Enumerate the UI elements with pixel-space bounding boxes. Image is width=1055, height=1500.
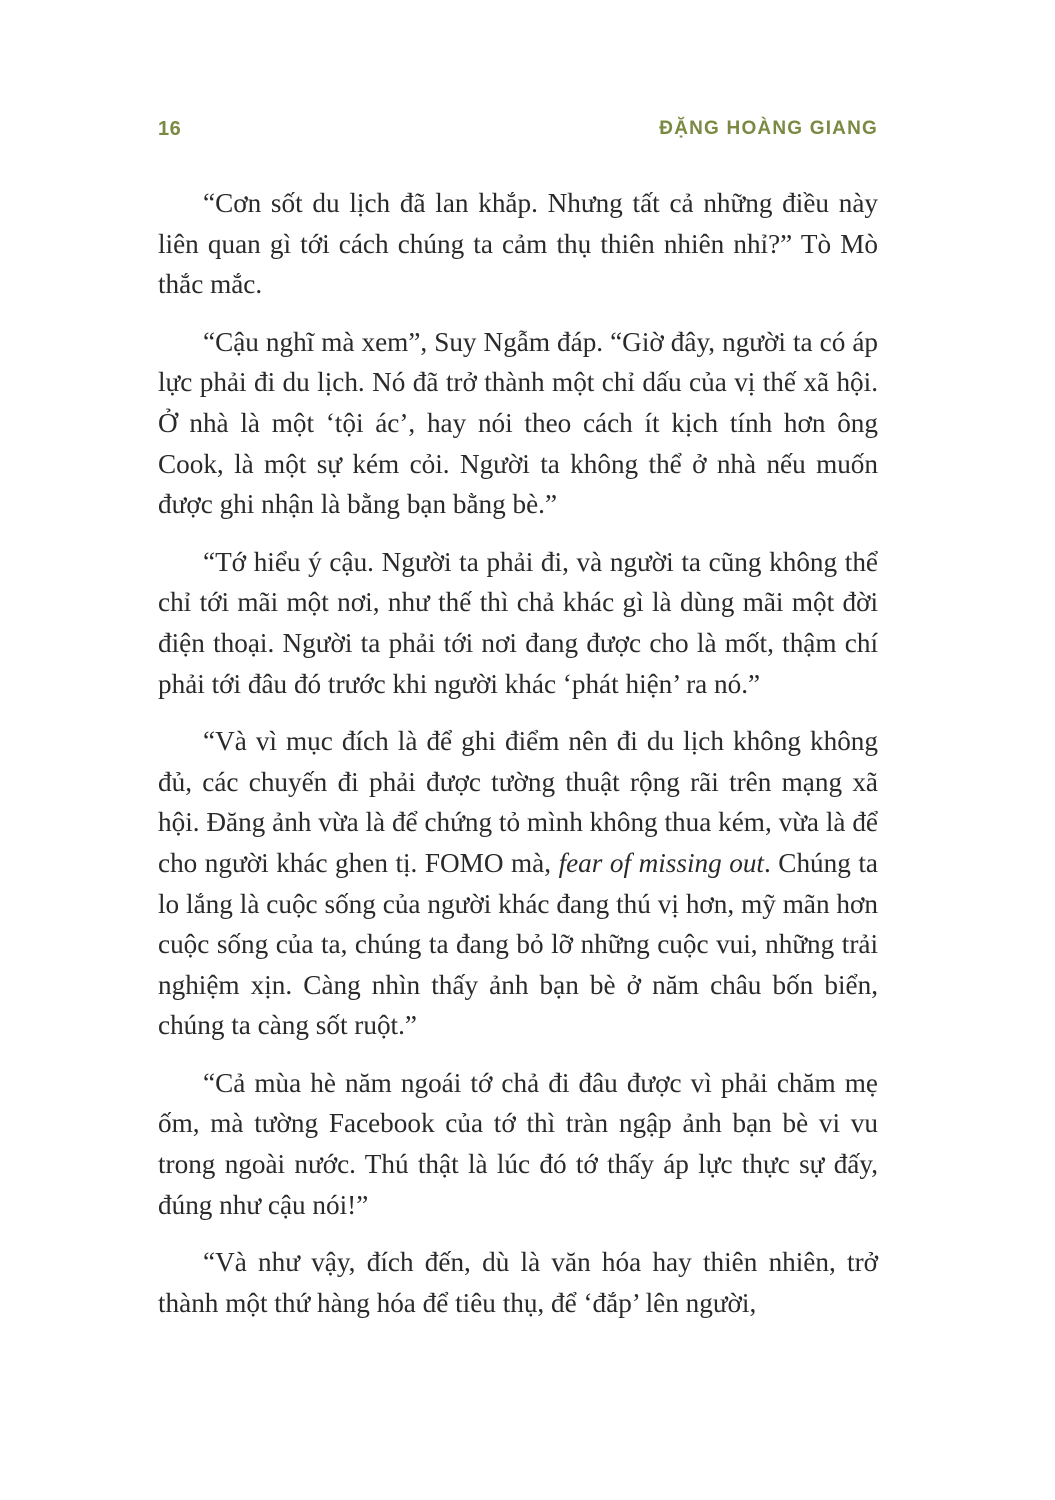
paragraph-4-text-before: “Và vì mục đích là để ghi điểm nên đi du lịch không không đủ, các chuyến đi phải được tường thuật rộng rãi trên mạng xã hội. Đăng ảnh vừa là để chứng tỏ mình không thua kém, vừa là để cho người khác ghen tị. FOMO mà, (158, 726, 878, 878)
author-running-head: ĐẶNG HOÀNG GIANG (659, 118, 878, 139)
paragraph-1: “Cơn sốt du lịch đã lan khắp. Nhưng tất cả những điều này liên quan gì tới cách chúng ta cảm thụ thiên nhiên nhỉ?” Tò Mò thắc mắc. (158, 188, 878, 300)
paragraph-5: “Cả mùa hè năm ngoái tớ chả đi đâu được vì phải chăm mẹ ốm, mà tường Facebook của tớ thì tràn ngập ảnh bạn bè vi vu trong ngoài nước. Thú thật là lúc đó tớ thấy áp lực thực sự đấy, đúng như cậu nói!” (158, 1067, 878, 1220)
page-number: 16 (158, 118, 182, 140)
paragraph-4-italic-phrase: fear of missing out (558, 847, 764, 878)
paragraph-2: “Cậu nghĩ mà xem”, Suy Ngẫm đáp. “Giờ đây, người ta có áp lực phải đi du lịch. Nó đã trở thành một chỉ dấu của vị thế xã hội. Ở nhà là một ‘tội ác’, hay nói theo cách ít kịch tính hơn ông Cook, là một sự kém cỏi. Người ta không thể ở nhà nếu muốn được ghi nhận là bằng bạn bằng bè.” (158, 326, 878, 520)
body-text (158, 183, 878, 1323)
paragraph-3: “Tớ hiểu ý cậu. Người ta phải đi, và người ta cũng không thể chỉ tới mãi một nơi, như thế thì chả khác gì là dùng mãi một đời điện thoại. Người ta phải tới nơi đang được cho là mốt, thậm chí phải tới đâu đó trước khi người khác ‘phát hiện’ ra nó.” (158, 546, 878, 699)
paragraph-4 (158, 721, 878, 1046)
paragraph-4-text-after: . Chúng ta lo lắng là cuộc sống của người khác đang thú vị hơn, mỹ mãn hơn cuộc sống của ta, chúng ta đang bỏ lỡ những cuộc vui, những trải nghiệm xịn. Càng nhìn thấy ảnh bạn bè ở năm châu bốn biển, chúng ta càng sốt ruột.” (158, 847, 878, 1041)
paragraph-6: “Và như vậy, đích đến, dù là văn hóa hay thiên nhiên, trở thành một thứ hàng hóa để tiêu thụ, để ‘đắp’ lên người, (158, 1247, 878, 1318)
page-header (158, 118, 878, 148)
